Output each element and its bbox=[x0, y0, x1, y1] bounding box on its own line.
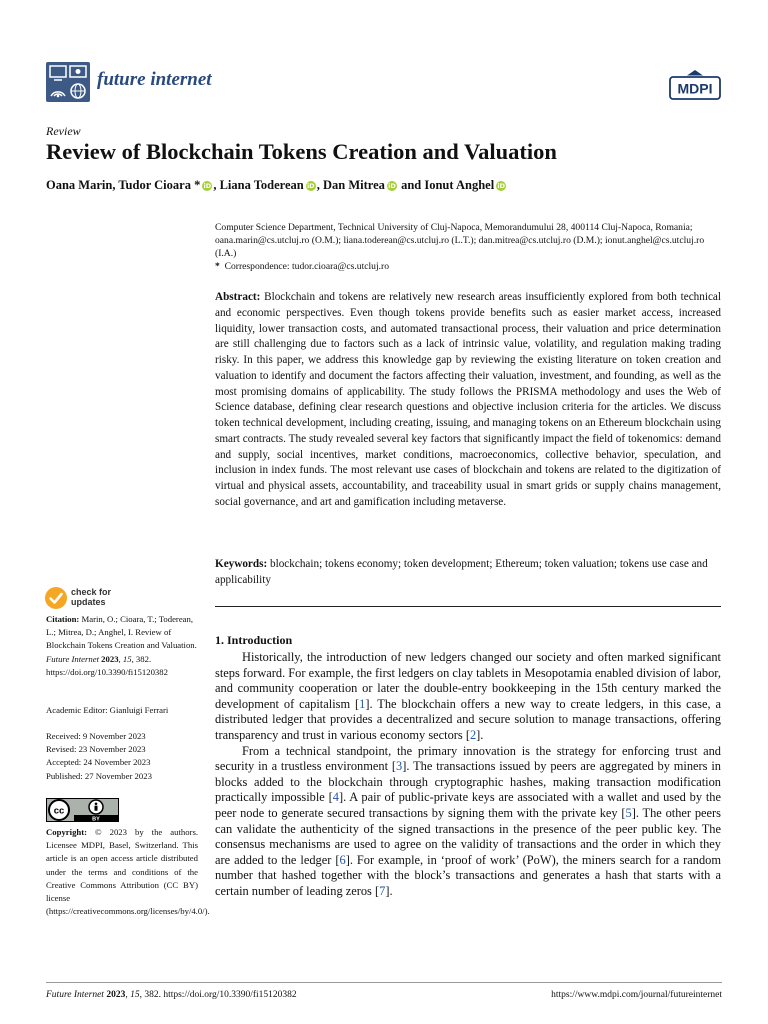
author-name: Liana Toderean bbox=[219, 178, 304, 192]
intro-paragraph-1: Historically, the introduction of new ledgers changed our society and often marked significant steps forward. For example, the first ledgers on clay tablets in Mesopotamia enabled division of labor, and community cooperation or later the double-entry bookkeeping in the 15th century marked the development of capitalism [1]. The blockchain offers a new way to create ledgers, in this case, a distributed ledger that provides a decentralized and secure solution to manage transactions, offering transparency and trust in various economy sectors [2]. bbox=[215, 650, 722, 742]
mdpi-logo-icon bbox=[668, 69, 722, 103]
footer-rest: , 382. https://doi.org/10.3390/fi15120382 bbox=[139, 990, 297, 1000]
abstract-text: Blockchain and tokens are relatively new research areas insufficiently explored from both technical and economic perspectives. Even though tokens provide benefits such as easier market access, increased liquidity, lower transaction costs, and automated transactional process, their valuation and price determination are still challenging due to factors such as a lack of intrinsic value, volatility, and regulation making trading risky. In this paper, we address this knowledge gap by reviewing the existing literature on token creation and valuation to identify and document the factors affecting their valuation, investment, and founding, as well as the most promising domains of applicability. The study follows the PRISMA methodology and uses the Web of Science database, defining clear research questions and objective inclusion criteria for the articles. We discuss token technical development, including creating, issuing, and managing tokens on an Ethereum blockchain using smart contracts. The study revealed several key factors that significantly impact the field of tokenomics: demand and supply, social incentives, market conditions, macroeconomics, collective behavior, speculation, and inclusion in index funds. The most relevant use cases of blockchain and tokens are related to the digitization of virtual and physical assets, accountability, and traceability usual in smart grids or supply chains management, social governance, and art and gamification including metaverse. bbox=[215, 291, 721, 508]
citation-journal: Future Internet bbox=[46, 653, 99, 664]
date-revised: Revised: 23 November 2023 bbox=[46, 744, 146, 755]
reference-link[interactable]: 7 bbox=[379, 883, 386, 898]
check-updates-line2: updates bbox=[71, 597, 106, 607]
copyright bbox=[46, 826, 210, 918]
footer-journal-url[interactable]: https://www.mdpi.com/journal/futureinternet bbox=[551, 990, 722, 1000]
svg-text:MDPI: MDPI bbox=[677, 80, 713, 97]
reference-link[interactable]: 6 bbox=[339, 852, 346, 867]
author-name: Ionut Anghel bbox=[424, 178, 495, 192]
copyright-label: Copyright: bbox=[46, 827, 88, 837]
footer-year: 2023 bbox=[106, 990, 126, 1000]
footer-divider bbox=[46, 982, 722, 983]
citation-year: 2023 bbox=[101, 653, 119, 664]
footer-volume: 15 bbox=[130, 990, 140, 1000]
keywords-label: Keywords: bbox=[215, 558, 268, 570]
orcid-icon[interactable]: iD bbox=[203, 182, 212, 190]
author-name: Dan Mitrea bbox=[323, 178, 385, 192]
author-name: Tudor Cioara bbox=[118, 178, 191, 192]
academic-editor: Academic Editor: Gianluigi Ferrari bbox=[46, 705, 169, 715]
orcid-icon[interactable]: iD bbox=[388, 182, 396, 190]
keywords bbox=[215, 557, 721, 588]
reference-link[interactable]: 1 bbox=[359, 696, 366, 711]
citation-text: Marin, O.; Cioara, T.; Toderean, L.; Mitrea, D.; Anghel, I. Review of Blockchain Tokens Creation and Valuation. bbox=[46, 614, 197, 651]
correspondence bbox=[215, 260, 720, 273]
reference-link[interactable]: 3 bbox=[396, 759, 403, 774]
keywords-text: blockchain; tokens economy; token development; Ethereum; token valuation; tokens use case and applicability bbox=[215, 558, 708, 586]
check-updates-icon bbox=[44, 586, 68, 610]
section-heading-introduction: 1. Introduction bbox=[215, 633, 293, 647]
reference-link[interactable]: 5 bbox=[625, 805, 632, 820]
citation: Citation: Marin, O.; Cioara, T.; Toderean, L.; Mitrea, D.; Anghel, I. Review of Blockchain Tokens Creation and Valuation. Future Internet 2023, 15, 382. https://doi.org/10.3390/fi15120382 bbox=[46, 614, 197, 677]
correspondence-mark: * bbox=[215, 261, 220, 272]
dates bbox=[46, 730, 198, 783]
journal-name: future internet bbox=[97, 69, 212, 90]
svg-text:BY: BY bbox=[92, 816, 100, 822]
author-list: Oana Marin, Tudor Cioara * iD , Liana Toderean iD , Dan Mitrea iD and Ionut Anghel iD bbox=[46, 178, 505, 192]
check-for-updates-button[interactable] bbox=[44, 586, 144, 610]
abstract-label: Abstract: bbox=[215, 291, 261, 303]
orcid-icon[interactable]: iD bbox=[306, 182, 315, 190]
citation-rest: , 382. https://doi.org/10.3390/fi15120382 bbox=[46, 653, 168, 677]
citation-label: Citation: bbox=[46, 614, 80, 624]
copyright-text: © 2023 by the authors. Licensee MDPI, Basel, Switzerland. This article is an open access article distributed under the terms and conditions of the Creative Commons Attribution (CC BY) license (https://creativecommons.org/licenses/by/4.0/). bbox=[46, 827, 210, 917]
citation-volume: 15 bbox=[122, 653, 132, 664]
correspondence-text: Correspondence: tudor.cioara@cs.utcluj.ro bbox=[224, 261, 390, 272]
affiliations bbox=[215, 221, 720, 273]
intro-paragraph-2: From a technical standpoint, the primary innovation is the strategy for enforcing trust and security in a trustless environment [3]. The transactions issued by peers are aggregated by miners in blocks added to the blockchain through cryptographic hashes, making transaction modification practically impossible [4]. A pair of public-private keys are associated with a wallet and used by the peer node to generate secured transactions by signing them with the private key [5]. The other peers can validate the authenticity of the signed transactions in the presence of the peer public key. The consensus mechanisms are used to agree on the validity of transactions and the order in which they are added to the ledger [6]. For example, in ‘proof of work’ (PoW), the miners search for a random number that hashed together with the block’s transactions and generates a hash that starts with a certain number of leading zeros [7]. bbox=[215, 743, 721, 898]
author-name: Oana Marin bbox=[46, 178, 113, 192]
affiliation-text: Computer Science Department, Technical University of Cluj-Napoca, Memorandumului 28, 400114 Cluj-Napoca, Romania; oana.marin@cs.utcluj.ro (O.M.); liana.toderean@cs.utcluj.ro (L.T.); dan.mitrea@cs.utcluj.ro (D.M.); ionut.anghel@cs.utcluj.ro (I.A.) bbox=[215, 222, 705, 259]
abstract bbox=[215, 290, 721, 511]
date-received: Received: 9 November 2023 bbox=[46, 731, 146, 741]
footer-citation: Future Internet 2023, 15, 382. https://doi.org/10.3390/fi15120382 bbox=[46, 990, 297, 1000]
journal-logo-icon bbox=[46, 62, 90, 102]
cc-by-license-icon[interactable] bbox=[46, 798, 119, 822]
date-published: Published: 27 November 2023 bbox=[46, 770, 152, 781]
orcid-icon[interactable]: iD bbox=[497, 182, 505, 190]
footer-journal: Future Internet bbox=[46, 990, 104, 1000]
section-divider bbox=[215, 606, 721, 607]
check-updates-line1: check for bbox=[71, 587, 112, 597]
reference-link[interactable]: 2 bbox=[469, 727, 477, 742]
corresponding-author-mark: * bbox=[190, 178, 201, 192]
article-title: Review of Blockchain Tokens Creation and Valuation bbox=[46, 139, 557, 164]
reference-link[interactable]: 4 bbox=[332, 790, 339, 805]
article-type: Review bbox=[46, 124, 81, 138]
date-accepted: Accepted: 24 November 2023 bbox=[46, 757, 151, 768]
introduction-body bbox=[215, 650, 721, 900]
svg-text:cc: cc bbox=[53, 805, 65, 817]
